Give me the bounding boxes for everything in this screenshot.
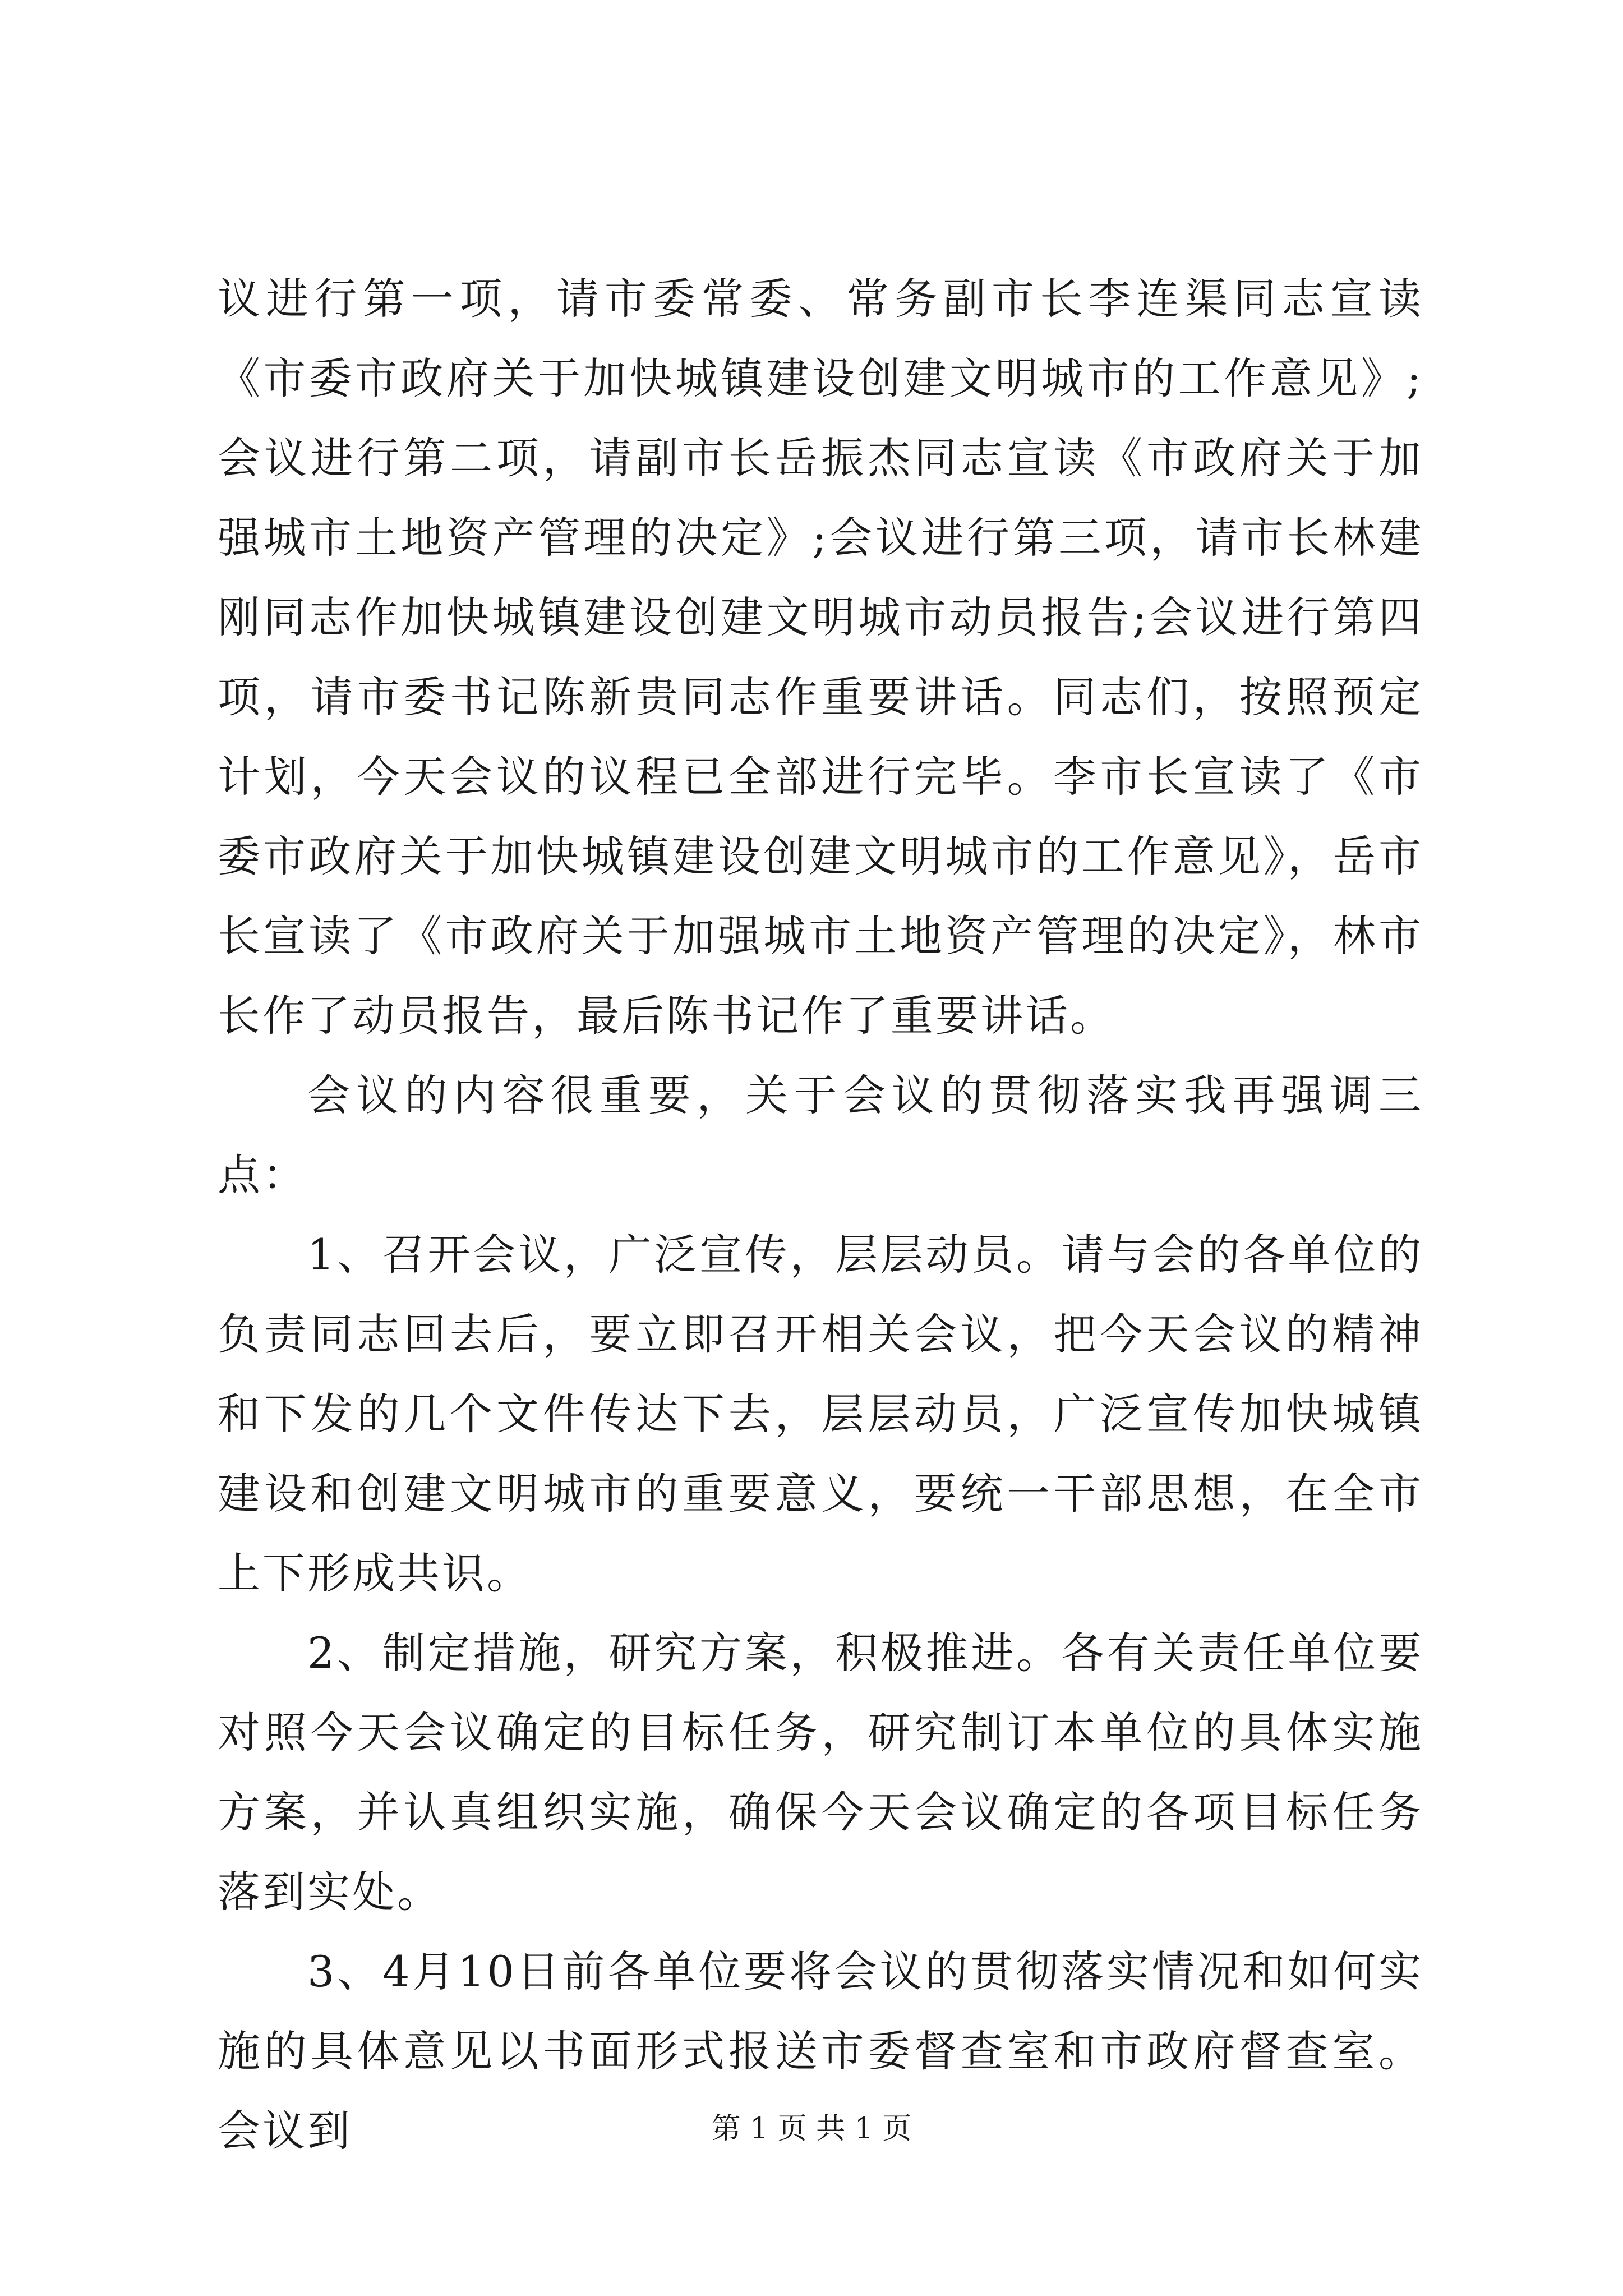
page-footer [0, 2112, 1623, 2146]
page-number-label: 第 1 页 共 1 页 [711, 2112, 912, 2146]
paragraph-2: 会议的内容很重要，关于会议的贯彻落实我再强调三点： [218, 1070, 1423, 1200]
paragraph-1: 议进行第一项，请市委常委、常务副市长李连渠同志宣读《市委市政府关于加快城镇建设创建文明城市的工作意见》;会议进行第二项，请副市长岳振杰同志宣读《市政府关于加强城市土地资产管理的决定》;会议进行第三项，请市长林建刚同志作加快城镇建设创建文明城市动员报告;会议进行第四项，请市委书记陈新贵同志作重要讲话。同志们，按照预定计划，今天会议的议程已全部进行完毕。李市长宣读了《市委市政府关于加快城镇建设创建文明城市的工作意见》，岳市长宣读了《市政府关于加强城市土地资产管理的决定》，林市长作了动员报告，最后陈书记作了重要讲话。 [218, 274, 1423, 1041]
paragraph-5: 3、4月10日前各单位要将会议的贯彻落实情况和如何实施的具体意见以书面形式报送市委督查室和市政府督查室。会议到 [218, 1947, 1423, 2156]
document-body [218, 259, 1423, 2171]
paragraph-4: 2、制定措施，研究方案，积极推进。各有关责任单位要对照今天会议确定的目标任务，研究制订本单位的具体实施方案，并认真组织实施，确保今天会议确定的各项目标任务落到实处。 [218, 1628, 1423, 1917]
paragraph-3: 1、召开会议，广泛宣传，层层动员。请与会的各单位的负责同志回去后，要立即召开相关会议，把今天会议的精神和下发的几个文件传达下去，层层动员，广泛宣传加快城镇建设和创建文明城市的重要意义，要统一干部思想，在全市上下形成共识。 [218, 1230, 1423, 1598]
